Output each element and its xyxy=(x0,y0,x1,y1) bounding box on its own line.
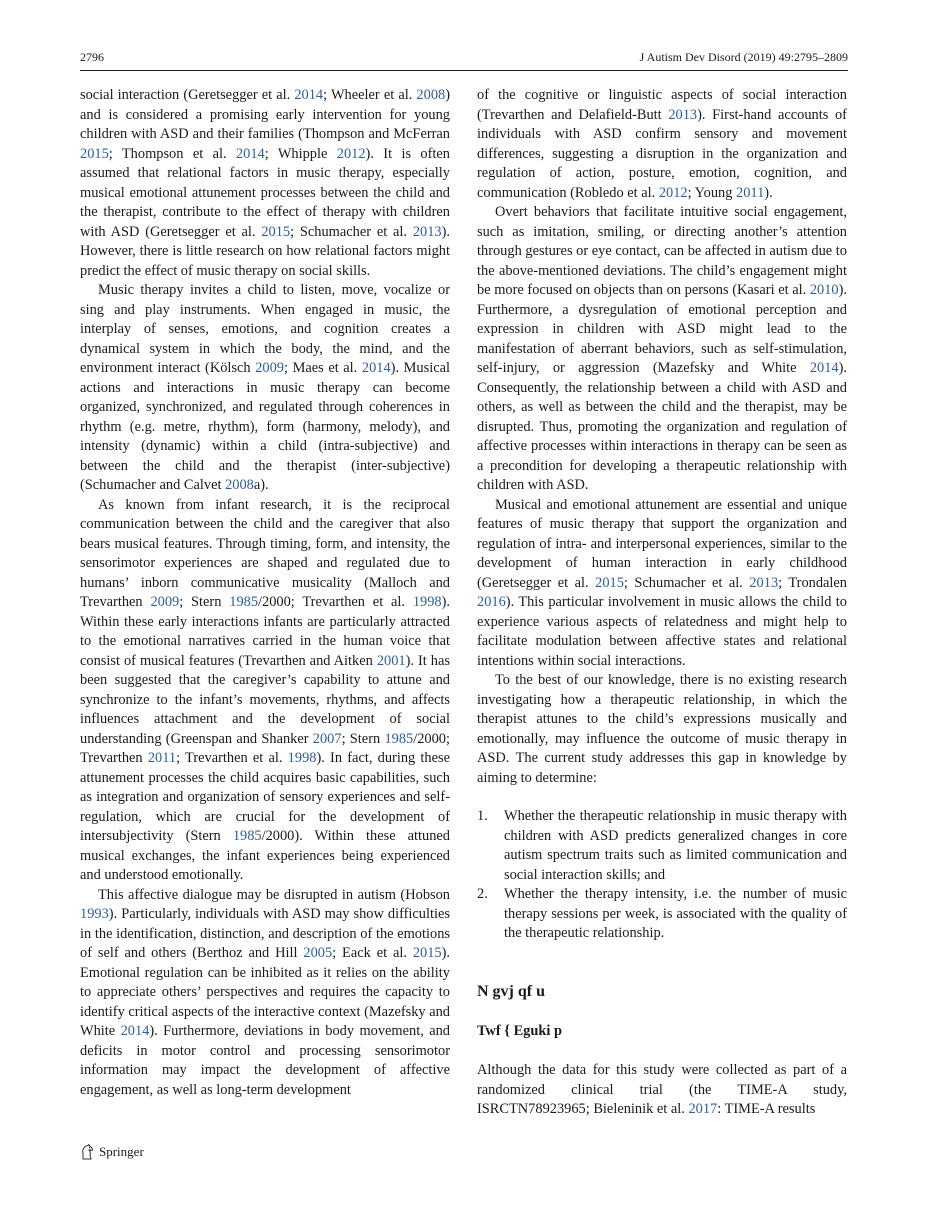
text-run: ; Schumacher et al. xyxy=(290,223,413,240)
citation-link[interactable]: 2009 xyxy=(255,360,284,376)
text-run: ). In fact, during these attunement processes the child acquires basic capabilities, such as integration and organization of sensory experiences and self-regulation, which are crucial for the development of intersubjectivity (Stern xyxy=(80,750,450,844)
text-run: a). xyxy=(253,477,269,493)
text-run: ; Stern xyxy=(179,594,230,610)
citation-link[interactable]: 1985 xyxy=(232,828,262,844)
subsection-heading: Twf { Eguki p xyxy=(477,1022,562,1039)
text-run: ). Musical actions and interactions in music therapy can become organized, synchronized, and regulated through coherences in rhythm (e.g. metre, rhythm), form (harmony, melody), and intensity (dynamic) within a child (intra-subjective) and between the child and the therapist (inter-subjective) (Schumacher and Calvet xyxy=(80,360,450,493)
citation-link[interactable]: 2011 xyxy=(736,184,765,201)
text-run: To the best of our knowledge, there is no existing research investigating how a therapeutic relationship, in which the therapist attunes to the child’s expressions musically and emotionally, may influence the outcome of music therapy in ASD. The current study addresses this gap in knowledge by aiming to determine: xyxy=(477,672,847,786)
running-header xyxy=(80,50,848,72)
list-text: Whether the therapeutic relationship in music therapy with children with ASD predicts generalized changes in core autism spectrum traits such as limited communication and social interaction skills; and xyxy=(504,808,847,883)
citation-link[interactable]: 2005 xyxy=(303,945,333,961)
right-column xyxy=(477,86,847,1120)
citation-link[interactable]: 2014 xyxy=(120,1023,150,1039)
citation-link[interactable]: 2013 xyxy=(412,223,442,240)
citation-link[interactable]: 2013 xyxy=(749,574,779,591)
footer xyxy=(80,1144,144,1160)
text-run: ; Schumacher et al. xyxy=(623,574,750,591)
publisher-name: Springer xyxy=(99,1144,144,1159)
text-run: /2000; Trevarthen xyxy=(80,730,450,766)
text-run: ; Eack et al. xyxy=(332,945,413,961)
journal-citation: J Autism Dev Disord (2019) 49:2795–2809 xyxy=(639,50,848,64)
list-number: 1. xyxy=(477,808,488,824)
citation-link[interactable]: 2007 xyxy=(312,730,342,747)
text-run: /2000; Trevarthen et al. xyxy=(258,594,413,610)
text-run: ). Consequently, the relationship between a child with ASD and others, as well as between the child and the therapist, may be disrupted. Thus, promoting the organization and regulation of affective processes within interactions in therapy can be seen as a precondition for developing a therapeutic relationship with children with ASD. xyxy=(477,360,847,493)
text-run: ; Stern xyxy=(341,730,385,747)
citation-link[interactable]: 2015 xyxy=(412,945,442,961)
citation-link[interactable]: 2011 xyxy=(147,750,177,766)
citation-link[interactable]: 2017 xyxy=(688,1101,718,1117)
text-run: ). Within these early interactions infants are particularly attracted to the emotional narratives carried in the human voice that consist of musical features (Trevarthen and Aitken xyxy=(80,594,450,669)
springer-horse-icon xyxy=(80,1144,94,1160)
citation-link[interactable]: 2008 xyxy=(416,87,446,103)
text-run: As known from infant research, it is the reciprocal communication between the child and the caregiver that also bears musical features. Through timing, form, and intensity, the sensorimotor experiences are shaped and regulated due to humans’ inborn communicative musicality (Malloch and Trevarthen xyxy=(80,496,450,610)
text-run: Although the data for this study were collected as part of a randomized clinical trial (the TIME-A study, ISRCTN78923965; Bieleninik et al. xyxy=(477,1062,847,1117)
text-run: : TIME-A results xyxy=(717,1101,816,1117)
citation-link[interactable]: 2014 xyxy=(361,360,391,376)
citation-link[interactable]: 2013 xyxy=(668,106,698,123)
text-run: ; Young xyxy=(687,184,737,201)
text-run: ). Particularly, individuals with ASD may show difficulties in the identification, distinction, and description of the emotions of self and others (Berthoz and Hill xyxy=(80,906,450,961)
text-run: of the cognitive or linguistic aspects of social interaction (Trevarthen and Delafield-Butt xyxy=(477,87,847,123)
list-item xyxy=(477,807,847,885)
text-run: ; Trevarthen et al. xyxy=(176,750,288,766)
aims-list xyxy=(477,807,847,944)
text-run: ). Furthermore, deviations in body movement, and deficits in motor control and processing sensorimotor information may impact the development of affective engagement, as well as long-term development xyxy=(80,1023,450,1098)
citation-link[interactable]: 2001 xyxy=(376,652,406,669)
citation-link[interactable]: 1998 xyxy=(287,750,317,766)
paragraph xyxy=(80,496,450,886)
citation-link[interactable]: 2012 xyxy=(658,184,688,201)
paragraph xyxy=(477,203,847,496)
citation-link[interactable]: 2014 xyxy=(294,87,324,103)
text-run: ). Emotional regulation can be inhibited as it relies on the ability to appreciate others’ perspectives and requires the capacity to identify critical aspects of the interactive context (Mazefsky and White xyxy=(80,945,451,1039)
text-run: ). This particular involvement in music allows the child to experience various aspects of relatedness and might help to facilitate modulation between affective states and relational intentions within social interactions. xyxy=(477,594,847,669)
citation-link[interactable]: 2008 xyxy=(225,477,254,493)
citation-link[interactable]: 2015 xyxy=(595,574,624,591)
text-run: Music therapy invites a child to listen, move, vocalize or sing and play instruments. When engaged in music, the interplay of senses, emotions, and cognition creates a dynamical system in which the body, the mind, and the environment interact (Kölsch xyxy=(80,282,450,376)
text-run: ). First-hand accounts of individuals with ASD confirm sensory and movement differences, suggesting a disruption in the organization and regulation of action, posture, emotion, cognition, and communication (Robledo et al. xyxy=(477,106,847,201)
text-run: ; Wheeler et al. xyxy=(323,87,417,103)
citation-link[interactable]: 1993 xyxy=(80,906,109,922)
paragraph xyxy=(80,886,450,1101)
list-text: Whether the therapy intensity, i.e. the number of music therapy sessions per week, is associated with the quality of the therapeutic relationship. xyxy=(504,886,847,941)
citation-link[interactable]: 1985 xyxy=(229,594,259,610)
text-run: ; Trondalen xyxy=(778,574,847,591)
citation-link[interactable]: 2014 xyxy=(809,360,839,376)
text-run: Overt behaviors that facilitate intuitive social engagement, such as imitation, smiling, or directing another’s attention through gestures or eye contact, can be affected in autism due to the above-mentioned deviations. The child’s engagement might be more focused on objects than on persons (Kasari et al. xyxy=(477,204,847,298)
page-number: 2796 xyxy=(80,50,104,64)
text-run: /2000). Within these attuned musical exchanges, the infant experiences being experienced and understood emotionally. xyxy=(80,828,450,883)
text-run: ). xyxy=(764,184,773,201)
text-run: Musical and emotional attunement are essential and unique features of music therapy that support the organization and regulation of intra- and interpersonal experiences, similar to the development of human interaction in early childhood (Geretsegger et al. xyxy=(477,496,847,591)
citation-link[interactable]: 1998 xyxy=(412,594,442,610)
paragraph xyxy=(477,671,847,788)
citation-link[interactable]: 2014 xyxy=(235,145,265,162)
text-run: ) and is considered a promising early intervention for young children with ASD and their families (Thompson and McFerran xyxy=(80,87,450,142)
text-run: This affective dialogue may be disrupted in autism (Hobson xyxy=(98,886,450,903)
citation-link[interactable]: 2016 xyxy=(477,594,506,610)
paragraph xyxy=(80,86,450,281)
citation-link[interactable]: 2010 xyxy=(809,282,839,298)
section-heading: N gvj qf u xyxy=(477,982,546,1000)
text-run: ). Furthermore, a dysregulation of emotional perception and expression in children with ASD might lead to the manifestation of aberrant behaviors, such as self-stimulation, self-injury, or aggression (Mazefsky and White xyxy=(477,282,847,376)
citation-link[interactable]: 1985 xyxy=(384,730,414,747)
citation-link[interactable]: 2009 xyxy=(150,594,180,610)
list-number: 2. xyxy=(477,886,488,902)
text-run: social interaction (Geretsegger et al. xyxy=(80,87,295,103)
list-item xyxy=(477,885,847,944)
header-rule xyxy=(80,70,848,71)
citation-link[interactable]: 2012 xyxy=(336,145,366,162)
text-run: ). It has been suggested that the caregiver’s capability to attune and synchronize to the infant’s movements, rhythms, and affects influences attachment and the development of social understanding (Greenspan and Shanker xyxy=(80,652,450,747)
text-run: ). It is often assumed that relational factors in music therapy, especially musical emotional attunement processes between the child and the therapist, contribute to the effect of therapy with children with ASD (Geretsegger et al. xyxy=(80,145,450,240)
left-column xyxy=(80,86,450,1100)
text-run: ). However, there is little research on how relational factors might predict the effect of music therapy on social skills. xyxy=(80,223,450,279)
citation-link[interactable]: 2015 xyxy=(261,223,291,240)
paragraph xyxy=(477,496,847,672)
paragraph xyxy=(477,86,847,203)
text-run: ; Maes et al. xyxy=(283,360,362,376)
paragraph xyxy=(80,281,450,496)
text-run: ; Thompson et al. xyxy=(108,145,236,162)
citation-link[interactable]: 2015 xyxy=(80,145,109,162)
paragraph xyxy=(477,1061,847,1120)
text-run: ; Whipple xyxy=(264,145,337,162)
